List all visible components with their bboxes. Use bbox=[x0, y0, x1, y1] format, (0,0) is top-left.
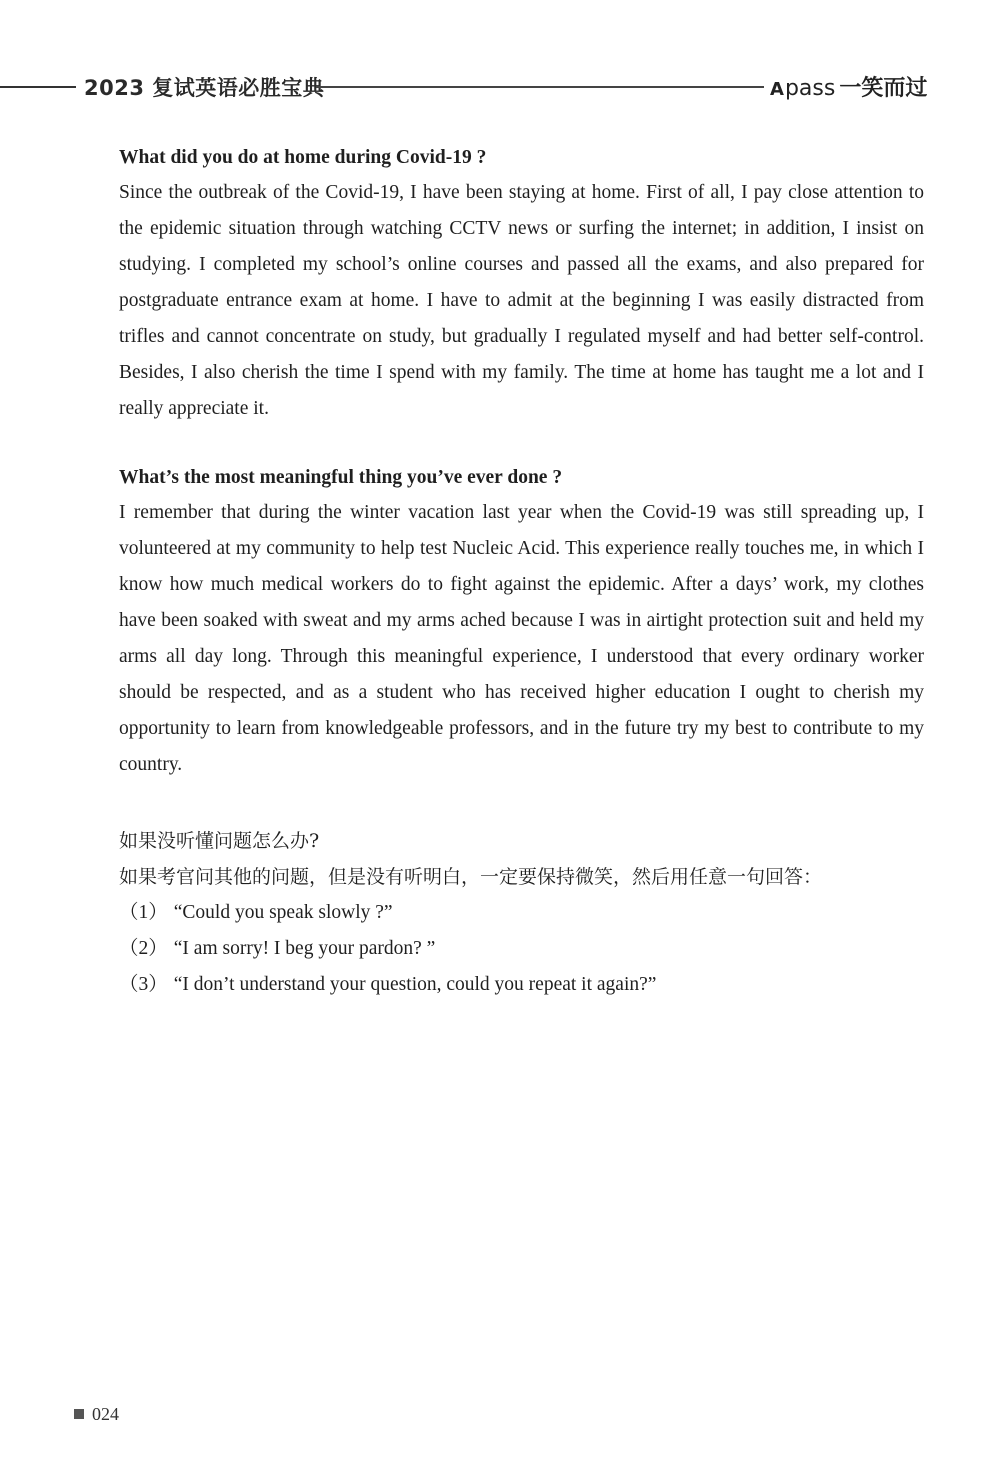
tip-option bbox=[119, 931, 924, 967]
tip-option-number: （1） bbox=[119, 902, 168, 923]
brand-logo bbox=[770, 71, 927, 102]
page-footer bbox=[74, 1404, 119, 1425]
tip-option-number: （3） bbox=[119, 974, 168, 995]
page-header bbox=[0, 68, 1000, 102]
square-bullet-icon bbox=[74, 1409, 84, 1419]
page-content bbox=[119, 143, 924, 1003]
question-heading: What’s the most meaningful thing you’ve ever done ? bbox=[119, 467, 563, 488]
tip-option-text: “I am sorry! I beg your pardon? ” bbox=[173, 938, 436, 959]
logo-text: pass bbox=[784, 76, 836, 101]
header-rule-middle bbox=[316, 86, 764, 88]
tip-option bbox=[119, 967, 924, 1003]
page-number: 024 bbox=[92, 1404, 119, 1424]
tip-option-text: “Could you speak slowly ?” bbox=[173, 902, 393, 923]
tips-heading: 如果没听懂问题怎么办? bbox=[119, 830, 320, 852]
qa-section bbox=[119, 463, 924, 783]
logo-mark-icon: A bbox=[770, 79, 784, 100]
answer-paragraph: I remember that during the winter vacation last year when the Covid-19 was still spreading up, I volunteered at my community to help test Nucleic Acid. This experience really touches me, in which I know how much medical workers do to fight against the epidemic. After a days’ work, my clothes have been soaked with sweat and my arms ached because I was in airtight protection suit and held my arms all day long. Through this meaningful experience, I understood that every ordinary worker should be respected, and as a student who has received higher education I ought to cherish my opportunity to learn from knowledgeable professors, and in the future try my best to contribute to my country. bbox=[119, 502, 924, 775]
logo-slogan: 一笑而过 bbox=[839, 76, 928, 101]
book-title: 2023 复试英语必胜宝典 bbox=[84, 76, 325, 100]
tip-option-text: “I don’t understand your question, could you repeat it again?” bbox=[173, 974, 657, 995]
tip-option bbox=[119, 895, 924, 931]
tips-intro: 如果考官问其他的问题，但是没有听明白，一定要保持微笑，然后用任意一句回答： bbox=[119, 866, 823, 888]
answer-paragraph: Since the outbreak of the Covid-19, I have been staying at home. First of all, I pay close attention to the epidemic situation through watching CCTV news or surfing the internet; in addition, I insist on studying. I completed my school’s online courses and passed all the exams, and also prepared for postgraduate entrance exam at home. I have to admit at the beginning I was easily distracted from trifles and cannot concentrate on study, but gradually I regulated myself and had better self-control. Besides, I also cherish the time I spend with my family. The time at home has taught me a lot and I really appreciate it. bbox=[119, 182, 924, 419]
tip-option-number: （2） bbox=[119, 938, 168, 959]
header-rule-left bbox=[0, 86, 76, 88]
tips-section bbox=[119, 823, 924, 1003]
qa-section bbox=[119, 143, 924, 427]
question-heading: What did you do at home during Covid-19 ? bbox=[119, 147, 487, 168]
